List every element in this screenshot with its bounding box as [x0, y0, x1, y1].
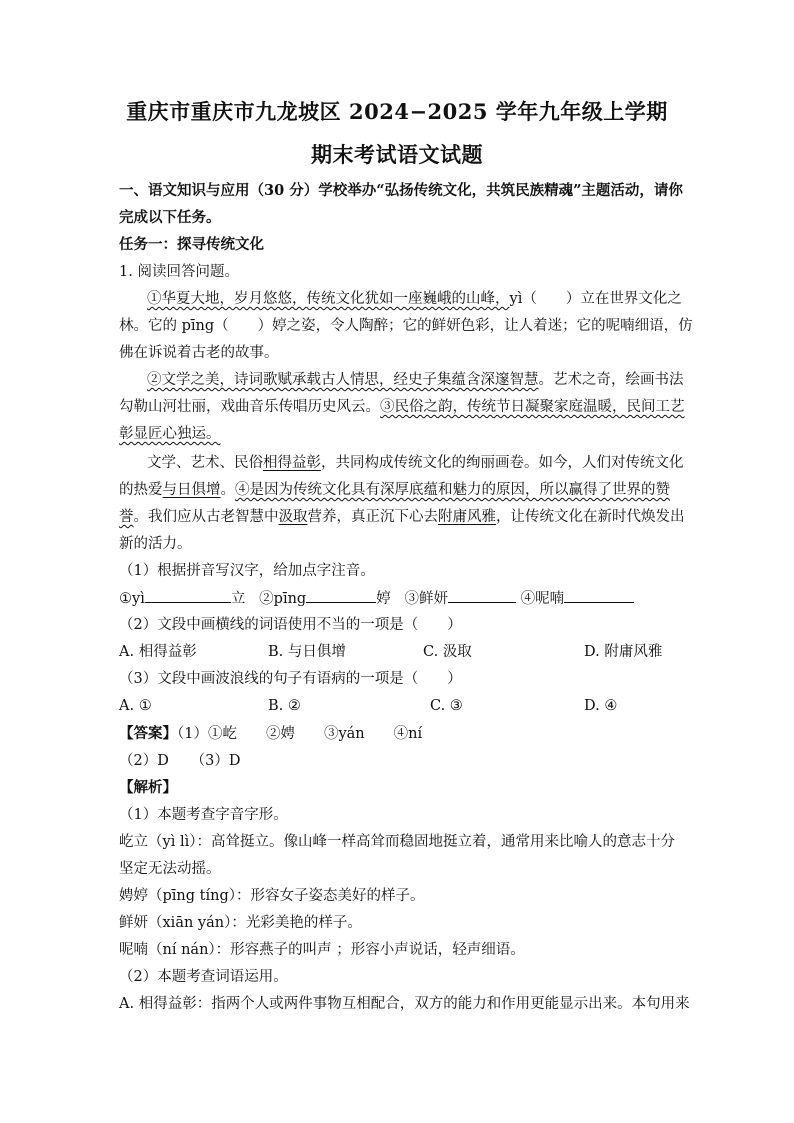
- answer-line1: 【答案】（1）①屹 ②娉 ③yán ④ní: [119, 725, 423, 742]
- wavy-sentence-3-cont: 彰显匠心独运。: [119, 426, 221, 442]
- passage-p2-line2: 勾勒山河壮丽，戏曲音乐传唱历史风云。③民俗之韵，传统节日凝聚家庭温暖，民间工艺: [119, 399, 685, 415]
- task1-label: 任务一：探寻传统文化: [119, 236, 264, 253]
- analysis-line4: 娉婷（pīng tíng）：形容女子姿态美好的样子。: [119, 888, 425, 904]
- passage-p3-line3: 誉。我们应从古老智慧中汲取营养，真正沉下心去附庸风雅，让传统文化在新时代焕发出: [119, 509, 685, 525]
- analysis-line1: （1）本题考查字音字形。: [119, 807, 288, 823]
- passage-p3-line2: 的热爱与日俱增。④是因为传统文化具有深厚底蕴和魅力的原因，所以赢得了世界的赞: [119, 482, 670, 498]
- analysis-line6: 呢喃（ní nán）：形容燕子的叫声 ；形容小声说话，轻声细语。: [119, 942, 525, 958]
- passage-p3-line4: 新的活力。: [119, 536, 192, 552]
- subq3-prompt: （3）文段中画波浪线的句子有语病的一项是（ ）: [119, 671, 462, 687]
- answer-blank-4[interactable]: [564, 588, 634, 603]
- passage-p1-line1: ①华夏大地，岁月悠悠，传统文化犹如一座巍峨的山峰，yì（ ）立在世界文化之: [147, 291, 682, 307]
- passage-p1-line2: 林。它的 pīng（ ）婷之姿，令人陶醉；它的鲜妍色彩，让人着迷；它的呢喃细语，仿: [119, 318, 693, 334]
- passage-p2-line1: ②文学之美，诗词歌赋承载古人情思，经史子集蕴含深邃智慧。艺术之奇，绘画书法: [147, 372, 684, 388]
- subq2-option-d[interactable]: D. 附庸风雅: [584, 644, 663, 660]
- answer-line2: （2）D （3）D: [119, 753, 241, 769]
- passage-p3-line1: 文学、艺术、民俗相得益彰，共同构成传统文化的绚丽画卷。如今，人们对传统文化: [147, 455, 684, 471]
- subq2-option-b[interactable]: B. 与日俱增: [268, 644, 346, 660]
- analysis-line8: A. 相得益彰：指两个人或两件事物互相配合，双方的能力和作用更能显示出来。本句用来: [119, 996, 690, 1012]
- section1-heading-cont: 完成以下任务。: [119, 209, 221, 226]
- analysis-label: 【解析】: [119, 779, 177, 796]
- wavy-sentence-4: ④是因为传统文化具有深厚底蕴和魅力的原因，所以赢得了世界的赞: [235, 482, 670, 498]
- question1-label: 1. 阅读回答问题。: [119, 264, 239, 280]
- subq2-prompt: （2）文段中画横线的词语使用不当的一项是（ ）: [119, 617, 462, 633]
- analysis-line2: 屹立（yì lì）：高耸挺立。像山峰一样高耸而稳固地挺立着，通常用来比喻人的意志十分: [119, 834, 675, 850]
- subq3-option-b[interactable]: B. ②: [268, 698, 301, 714]
- answer-blank-3[interactable]: [448, 588, 516, 603]
- underlined-word-c: 汲取: [278, 509, 308, 525]
- passage-p1-line3: 佛在诉说着古老的故事。: [119, 345, 279, 361]
- subq3-option-d[interactable]: D. ④: [584, 698, 618, 714]
- wavy-sentence-3: ③民俗之韵，传统节日凝聚家庭温暖，民间工艺: [380, 399, 685, 415]
- underlined-word-a: 相得益彰: [263, 455, 321, 471]
- wavy-sentence-1: ①华夏大地，岁月悠悠，传统文化犹如一座巍峨的山峰，: [147, 291, 510, 307]
- answer-blank-1[interactable]: [145, 588, 231, 603]
- doc-title-line2: 期末考试语文试题: [311, 142, 483, 167]
- doc-title-line1: 重庆市重庆市九龙坡区 2024−2025 学年九年级上学期: [126, 99, 668, 124]
- analysis-line5: 鲜妍（xiān yán）：光彩美艳的样子。: [119, 915, 362, 931]
- section1-heading: 一、语文知识与应用（30 分）学校举办“弘扬传统文化，共筑民族精魂”主题活动，请你: [119, 182, 683, 199]
- wavy-sentence-4-cont: 誉: [119, 509, 134, 525]
- underlined-word-d: 附庸风雅: [438, 509, 496, 525]
- passage-p2-line3: [119, 424, 221, 444]
- analysis-line3: 坚定无法动摇。: [119, 861, 221, 877]
- underlined-word-b: 与日俱增: [162, 482, 221, 498]
- wavy-sentence-2: ②文学之美，诗词歌赋承载古人情思，经史子集蕴含深邃智慧: [147, 372, 539, 388]
- answer-label: 【答案】: [119, 725, 177, 742]
- subq2-option-a[interactable]: A. 相得益彰: [119, 644, 197, 660]
- analysis-line7: （2）本题考查词语运用。: [119, 969, 288, 985]
- subq1-blanks: ①yì 立 ②pīng 婷 ③鲜妍 ④呢喃: [119, 588, 634, 609]
- answer-blank-2[interactable]: [306, 588, 376, 603]
- subq2-option-c[interactable]: C. 汲取: [423, 644, 472, 660]
- subq3-option-c[interactable]: C. ③: [430, 698, 463, 714]
- subq1-prompt: （1）根据拼音写汉字，给加点字注音。: [119, 563, 375, 579]
- subq3-option-a[interactable]: A. ①: [119, 698, 152, 714]
